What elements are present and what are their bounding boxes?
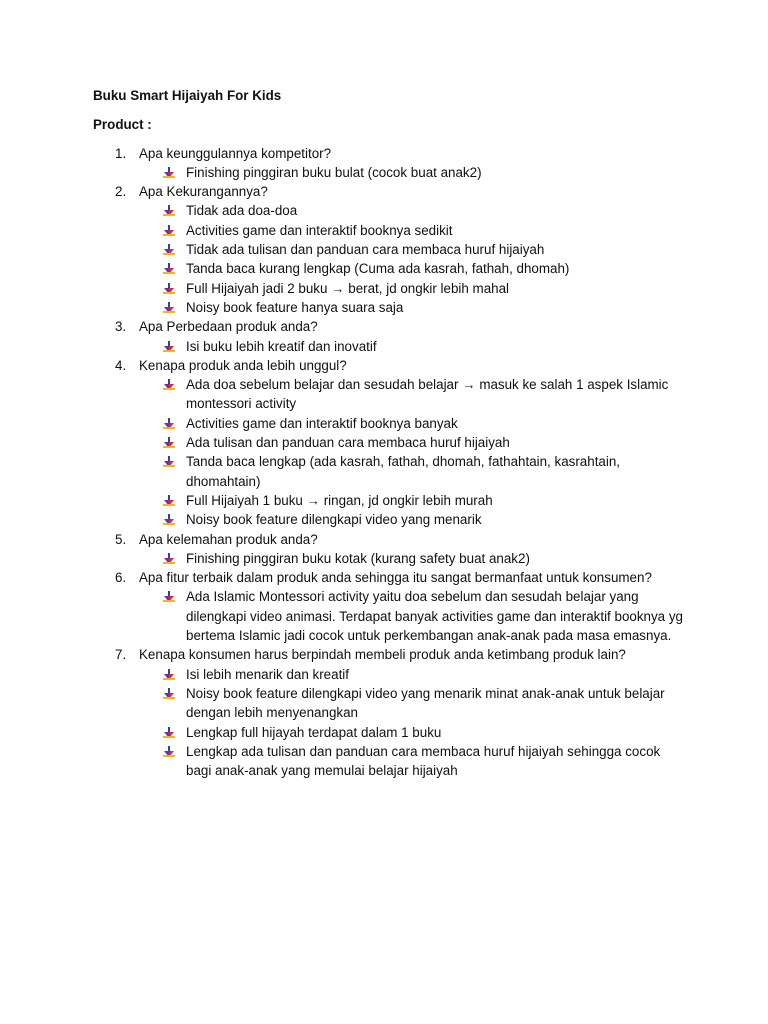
document-body xyxy=(93,86,683,780)
answer-text: Lengkap full hijayah terdapat dalam 1 buku xyxy=(186,724,442,740)
answer-text: Full Hijaiyah 1 buku xyxy=(186,492,307,508)
arrow-down-bullet-icon xyxy=(163,225,175,236)
arrow-down-bullet-icon xyxy=(163,283,175,294)
answer-text: Tidak ada tulisan dan panduan cara membaca huruf hijaiyah xyxy=(186,242,545,258)
answer-text: masuk ke salah 1 aspek Islamic montessori activity xyxy=(186,377,669,412)
answer-list xyxy=(139,665,683,781)
question-item xyxy=(93,356,683,530)
right-arrow-icon: → xyxy=(462,377,476,393)
arrow-down-bullet-icon xyxy=(163,495,175,506)
answer-list xyxy=(139,163,683,182)
arrow-down-bullet-icon xyxy=(163,302,175,313)
right-arrow-icon: → xyxy=(306,492,320,508)
question-item xyxy=(93,317,683,356)
arrow-down-bullet-icon xyxy=(163,341,175,352)
answer-text: Activities game dan interaktif booknya banyak xyxy=(186,415,458,431)
question-text: Kenapa konsumen harus berpindah membeli produk anda ketimbang produk lain? xyxy=(139,647,626,663)
answer-item xyxy=(93,510,683,529)
arrow-down-bullet-icon xyxy=(163,727,175,738)
answer-item xyxy=(93,414,683,433)
answer-list xyxy=(139,375,683,529)
answer-text: Ada tulisan dan panduan cara membaca huruf hijaiyah xyxy=(186,435,510,451)
answer-text: Noisy book feature dilengkapi video yang menarik xyxy=(186,512,482,528)
answer-list xyxy=(139,549,683,568)
answer-item xyxy=(93,491,683,510)
question-number: 1. xyxy=(115,145,127,161)
arrow-down-bullet-icon xyxy=(163,591,175,602)
arrow-down-bullet-icon xyxy=(163,167,175,178)
question-item xyxy=(93,530,683,569)
question-item xyxy=(93,182,683,317)
answer-text: Tanda baca kurang lengkap (Cuma ada kasrah, fathah, dhomah) xyxy=(186,261,570,277)
question-list xyxy=(93,144,683,781)
answer-item xyxy=(93,201,683,220)
question-number: 3. xyxy=(115,319,127,335)
answer-text: berat, jd ongkir lebih mahal xyxy=(344,280,510,296)
answer-list xyxy=(139,201,683,317)
question-text: Kenapa produk anda lebih unggul? xyxy=(139,357,347,373)
arrow-down-bullet-icon xyxy=(163,437,175,448)
answer-item xyxy=(93,684,683,723)
answer-text: Noisy book feature hanya suara saja xyxy=(186,299,404,315)
answer-text: Isi lebih menarik dan kreatif xyxy=(186,666,349,682)
arrow-down-bullet-icon xyxy=(163,553,175,564)
arrow-down-bullet-icon xyxy=(163,514,175,525)
question-item xyxy=(93,568,683,645)
answer-text: Isi buku lebih kreatif dan inovatif xyxy=(186,338,377,354)
answer-text: Noisy book feature dilengkapi video yang menarik minat anak-anak untuk belajar dengan lebih menyenangkan xyxy=(186,685,665,721)
right-arrow-icon: → xyxy=(331,280,345,296)
question-text: Apa Perbedaan produk anda? xyxy=(139,319,318,335)
arrow-down-bullet-icon xyxy=(163,746,175,757)
question-number: 4. xyxy=(115,357,127,373)
question-text: Apa keunggulannya kompetitor? xyxy=(139,145,332,161)
arrow-down-bullet-icon xyxy=(163,418,175,429)
arrow-down-bullet-icon xyxy=(163,669,175,680)
answer-text: Ada doa sebelum belajar dan sesudah belajar xyxy=(186,377,463,393)
answer-item xyxy=(93,665,683,684)
arrow-down-bullet-icon xyxy=(163,205,175,216)
product-heading: Product : xyxy=(93,117,152,133)
answer-text: Lengkap ada tulisan dan panduan cara membaca huruf hijaiyah sehingga cocok bagi anak-anak yang memulai belajar hijaiyah xyxy=(186,743,661,779)
question-text: Apa fitur terbaik dalam produk anda sehingga itu sangat bermanfaat untuk konsumen? xyxy=(139,570,652,586)
answer-item xyxy=(93,433,683,452)
answer-item xyxy=(93,452,683,491)
question-number: 6. xyxy=(115,570,127,586)
answer-text: Finishing pinggiran buku bulat (cocok buat anak2) xyxy=(186,164,482,180)
question-item xyxy=(93,144,683,183)
answer-item xyxy=(93,723,683,742)
document-title: Buku Smart Hijaiyah For Kids xyxy=(93,88,282,103)
answer-item xyxy=(93,337,683,356)
answer-text: Finishing pinggiran buku kotak (kurang safety buat anak2) xyxy=(186,550,530,566)
arrow-down-bullet-icon xyxy=(163,688,175,699)
question-number: 7. xyxy=(115,647,127,663)
answer-list xyxy=(139,337,683,356)
answer-item xyxy=(93,163,683,182)
answer-text: Tidak ada doa-doa xyxy=(186,203,298,219)
answer-text: Full Hijaiyah jadi 2 buku xyxy=(186,280,332,296)
question-text: Apa kelemahan produk anda? xyxy=(139,531,318,547)
answer-item xyxy=(93,240,683,259)
answer-item xyxy=(93,259,683,278)
arrow-down-bullet-icon xyxy=(163,263,175,274)
question-number: 2. xyxy=(115,184,127,200)
answer-item xyxy=(93,375,683,414)
question-item xyxy=(93,645,683,780)
arrow-down-bullet-icon xyxy=(163,379,175,390)
answer-text: Tanda baca lengkap (ada kasrah, fathah, dhomah, fathahtain, kasrahtain, dhomahtain) xyxy=(186,454,621,489)
question-number: 5. xyxy=(115,531,127,547)
answer-item xyxy=(93,742,683,781)
arrow-down-bullet-icon xyxy=(163,456,175,467)
answer-text: ringan, jd ongkir lebih murah xyxy=(319,492,493,508)
answer-item xyxy=(93,279,683,298)
answer-item xyxy=(93,221,683,240)
arrow-down-bullet-icon xyxy=(163,244,175,255)
question-text: Apa Kekurangannya? xyxy=(139,184,268,200)
answer-list xyxy=(139,587,683,645)
answer-text: Activities game dan interaktif booknya sedikit xyxy=(186,222,453,238)
answer-item xyxy=(93,549,683,568)
answer-item xyxy=(93,587,683,645)
answer-text: Ada Islamic Montessori activity yaitu doa sebelum dan sesudah belajar yang dilengkapi video animasi. Terdapat banyak activities game dan interaktif booknya yg bertema Islamic jadi cocok untuk perkembangan anak-anak pada masa emasnya. xyxy=(186,589,683,644)
answer-item xyxy=(93,298,683,317)
